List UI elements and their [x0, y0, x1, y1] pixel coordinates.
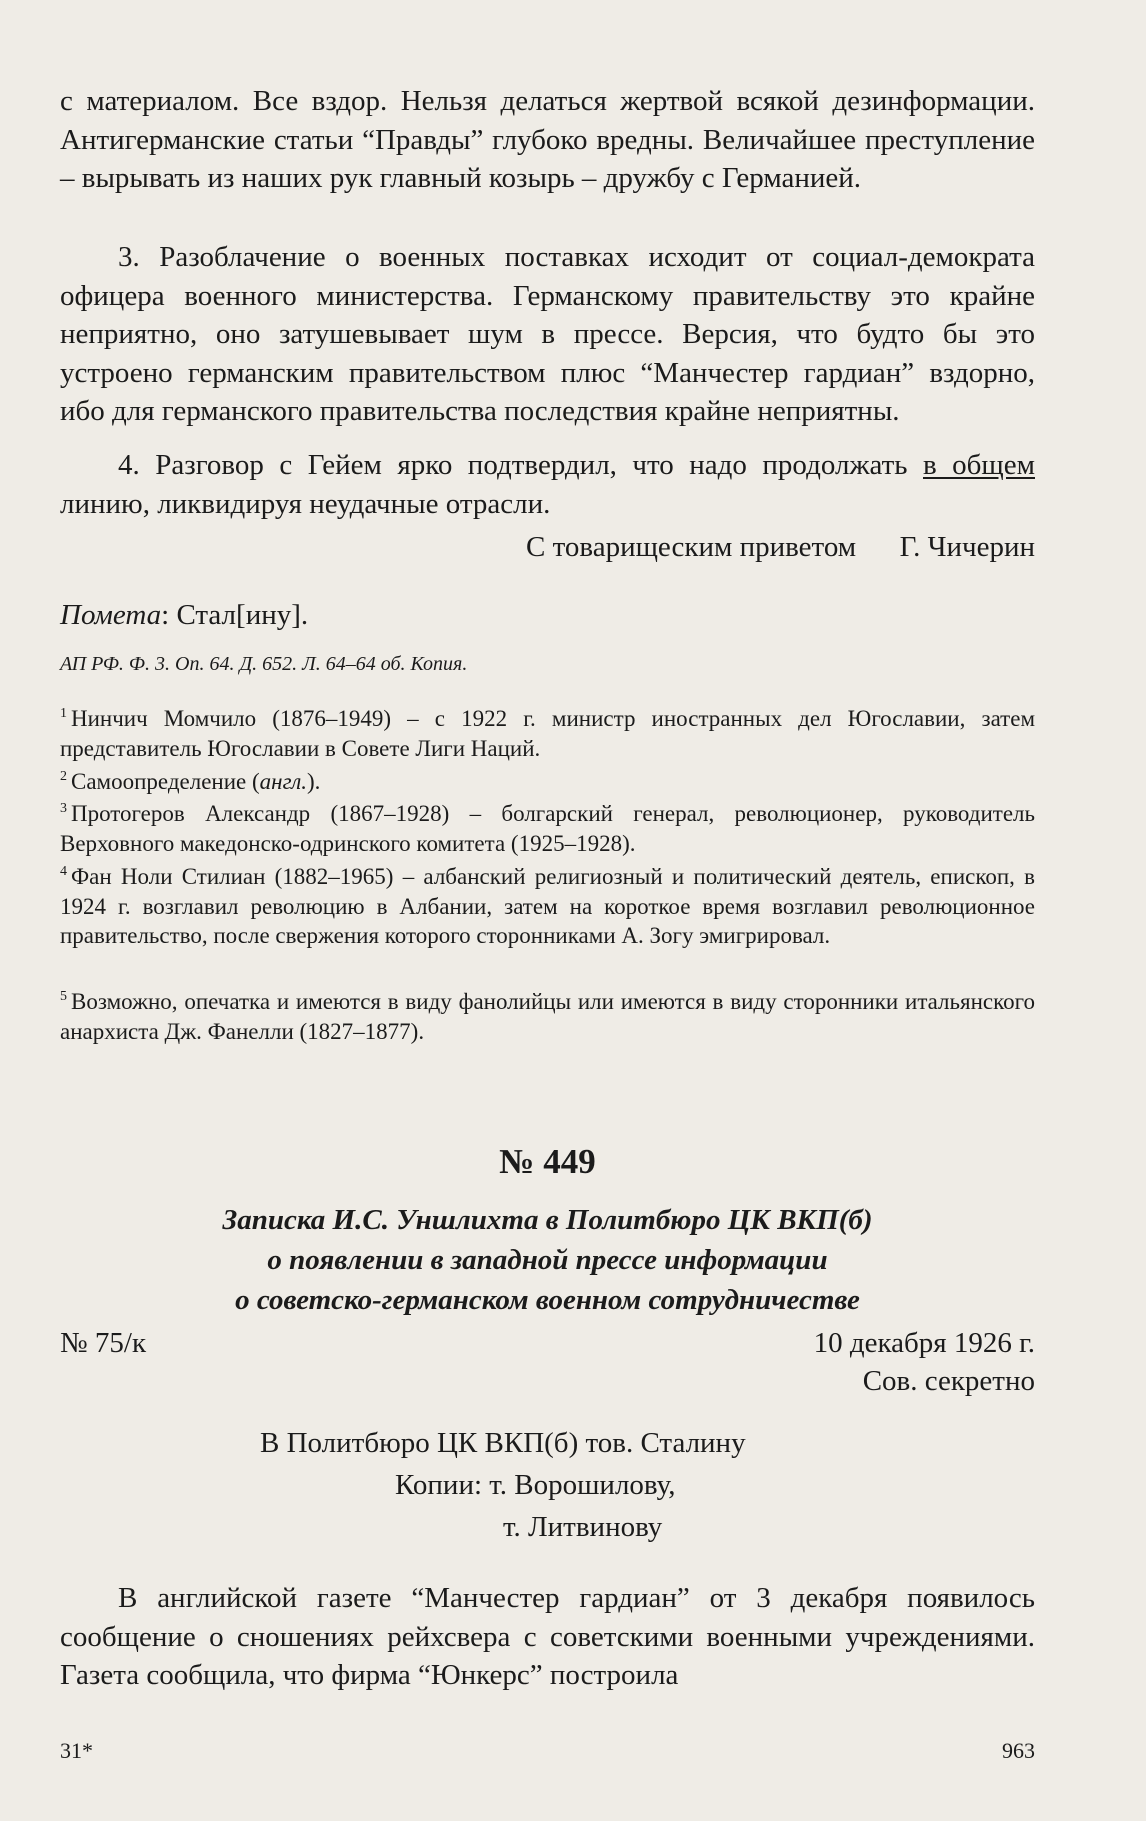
classification-stamp: Сов. секретно	[862, 1365, 1035, 1397]
page-number: 963	[1002, 1738, 1035, 1763]
pometa-note	[60, 596, 1035, 634]
closing-greeting: С товарищеским приветом	[526, 531, 857, 563]
footnote-text: Протогеров Александр (1867–1928) – болгарский генерал, революционер, руководитель Верховного македонско-одринского комитета (1925–1928).	[60, 801, 1035, 856]
point-4-text: 4. Разговор с Гейем ярко подтвердил, что надо продолжать	[118, 449, 908, 481]
footnote-mark: 3	[60, 801, 67, 817]
title-line: о советско-германском военном сотрудничестве	[235, 1284, 860, 1316]
pometa-label: Помета	[60, 599, 162, 631]
title-line: о появлении в западной прессе информации	[267, 1244, 828, 1276]
footnote-text-end: ).	[307, 769, 321, 794]
paragraph-continuation: с материалом. Все вздор. Нельзя делаться жертвой всякой дезинформации. Антигерманские статьи “Правды” глубоко вредны. Величайшее преступление – вырывать из наших рук главный козырь – дружбу с Германией.	[60, 85, 1035, 194]
document-date: 10 декабря 1926 г.	[813, 1327, 1035, 1359]
point-4-text-end: линию, ликвидируя неудачные отрасли.	[60, 487, 551, 520]
signature-mark: 31*	[60, 1738, 93, 1763]
footnote-text-italic: англ.	[259, 769, 308, 794]
footnote-mark: 1	[60, 706, 67, 722]
footnote-text: Самоопределение (	[71, 769, 260, 794]
footnote-5	[60, 987, 1035, 1046]
footnote-3	[60, 799, 1035, 858]
underlined-phrase: в общем	[923, 449, 1035, 481]
footnote-1	[60, 704, 1035, 763]
paragraph-point-3: 3. Разоблачение о военных поставках исходит от социал-демократа офицера военного министерства. Германскому правительству это крайне неприятно, оно затушевывает шум в прессе. Версия, что будто бы это устроено германским правительством плюс “Манчестер гардиан” вздорно, ибо для германского правительства последствия крайне неприятны.	[60, 241, 1035, 427]
footnote-mark: 2	[60, 769, 67, 785]
copies-line: Копии: т. Ворошилову,	[395, 1469, 676, 1501]
paragraph-point-4	[60, 446, 1035, 523]
document-number: № 449	[499, 1142, 596, 1181]
footnote-2	[60, 767, 1035, 797]
title-line: Записка И.С. Уншлихта в Политбюро ЦК ВКП(б)	[222, 1204, 873, 1236]
footnote-mark: 4	[60, 864, 67, 880]
document-title	[60, 1200, 1035, 1320]
archive-reference: АП РФ. Ф. 3. Оп. 64. Д. 652. Л. 64–64 об. Копия.	[60, 653, 468, 675]
footnote-text: Фан Ноли Стилиан (1882–1965) – албанский религиозный и политический деятель, епископ, в 1924 г. возглавил революцию в Албании, затем на короткое время возглавил революционное правительство, после свержения которого сторонниками А. Зогу эмигрировал.	[60, 864, 1035, 948]
footnote-4	[60, 862, 1035, 951]
footnote-text: Нинчич Момчило (1876–1949) – с 1922 г. министр иностранных дел Югославии, затем представитель Югославии в Совете Лиги Наций.	[60, 706, 1035, 761]
signer-name: Г. Чичерин	[899, 531, 1035, 563]
footnote-mark: 5	[60, 989, 67, 1005]
signature-line	[60, 528, 1035, 566]
copies-line-2: т. Литвинову	[503, 1511, 663, 1543]
registration-number: № 75/к	[60, 1327, 147, 1359]
footnote-text: Возможно, опечатка и имеются в виду фанолийцы или имеются в виду сторонники итальянского анархиста Дж. Фанелли (1827–1877).	[60, 989, 1035, 1044]
addressee: В Политбюро ЦК ВКП(б) тов. Сталину	[260, 1427, 746, 1459]
document-body: В английской газете “Манчестер гардиан” от 3 декабря появилось сообщение о сношениях рейхсвера с советскими военными учреждениями. Газета сообщила, что фирма “Юнкерс” построила	[60, 1582, 1035, 1691]
pometa-text: : Стал[ину].	[161, 599, 309, 631]
